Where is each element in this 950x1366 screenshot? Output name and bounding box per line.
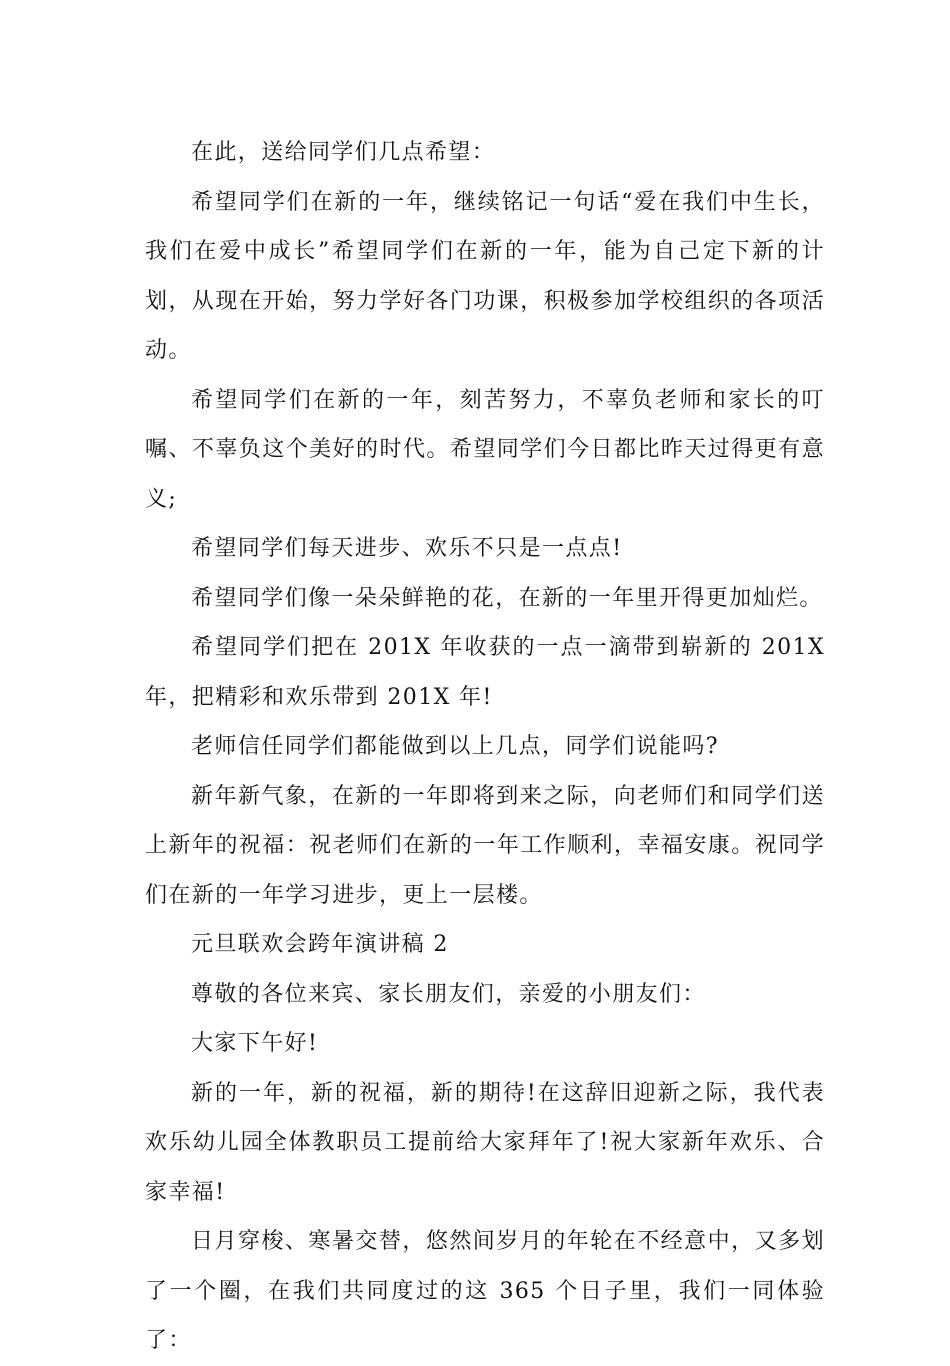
paragraph-kindergarten-blessing: 新的一年，新的祝福，新的期待!在这辞旧迎新之际，我代表欢乐幼儿园全体教职员工提前给大家拜年了!祝大家新年欢乐、合家幸福! xyxy=(145,1080,825,1205)
section-heading-speech-2: 元旦联欢会跨年演讲稿 2 xyxy=(191,932,449,957)
paragraph-time-passing: 日月穿梭、寒暑交替，悠然间岁月的年轮在不经意中，又多划了一个圈，在我们共同度过的这 365 个日子里，我们一同体验了： xyxy=(145,1229,825,1353)
paragraph-teacher-trust: 老师信任同学们都能做到以上几点，同学们说能吗? xyxy=(191,734,719,759)
paragraph-wishes-intro: 在此，送给同学们几点希望： xyxy=(191,140,496,165)
paragraph-wish-1: 希望同学们在新的一年，继续铭记一句话“爱在我们中生长，我们在爱中成长”希望同学们在新的一年，能为自己定下新的计划，从现在开始，努力学好各门功课，积极参加学校组织的各项活动。 xyxy=(145,189,825,363)
paragraph-wish-4: 希望同学们像一朵朵鲜艳的花，在新的一年里开得更加灿烂。 xyxy=(191,585,823,611)
paragraph-new-year-blessing: 新年新气象，在新的一年即将到来之际，向老师们和同学们送上新年的祝福：祝老师们在新的一年工作顺利，幸福安康。祝同学们在新的一年学习进步，更上一层楼。 xyxy=(145,783,825,908)
paragraph-wish-3: 希望同学们每天进步、欢乐不只是一点点! xyxy=(191,536,623,561)
paragraph-wish-2: 希望同学们在新的一年，刻苦努力，不辜负老师和家长的叮嘱、不辜负这个美好的时代。希望同学们今日都比昨天过得更有意义; xyxy=(145,387,825,512)
paragraph-salutation: 尊敬的各位来宾、家长朋友们，亲爱的小朋友们： xyxy=(191,981,706,1007)
paragraph-greeting: 大家下午好! xyxy=(191,1031,319,1056)
paragraph-wish-5: 希望同学们把在 201X 年收获的一点一滴带到崭新的 201X 年，把精彩和欢乐带到 201X 年! xyxy=(145,635,825,710)
document-body xyxy=(145,128,825,1366)
